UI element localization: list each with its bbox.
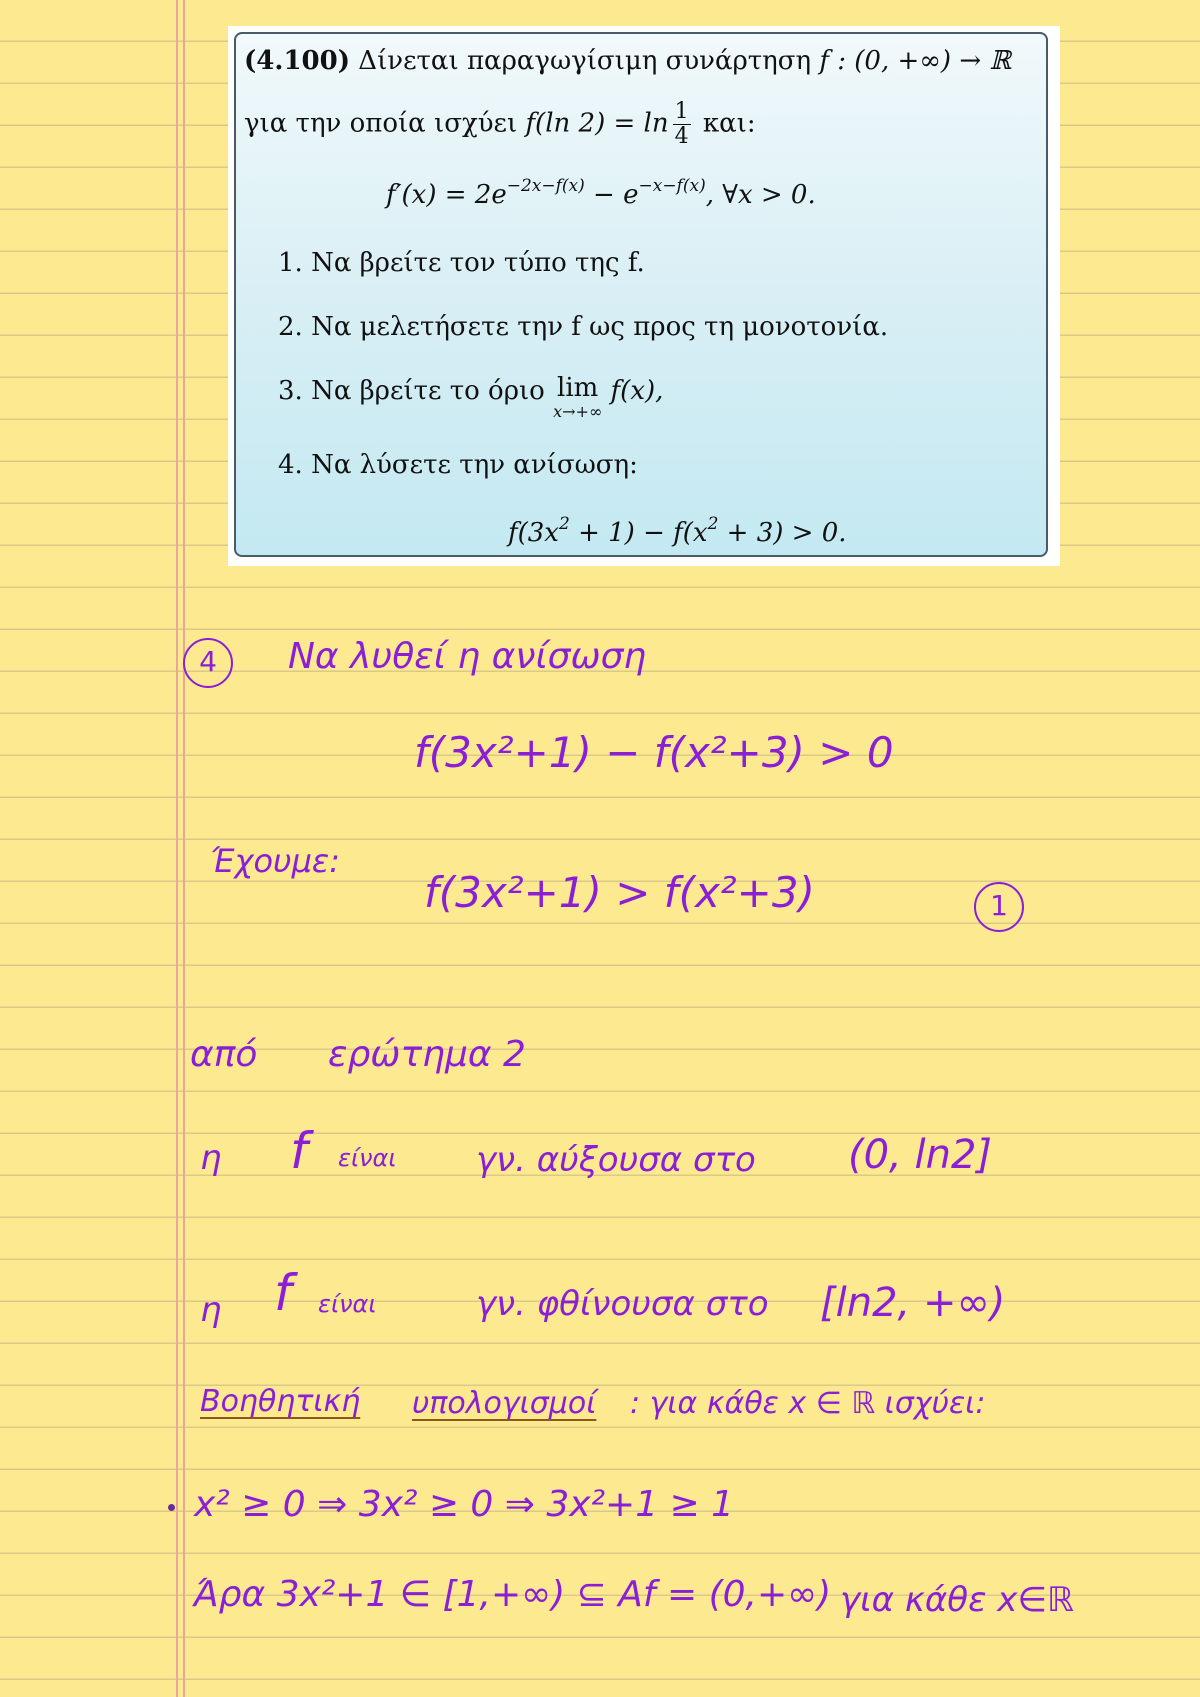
item-1-text: Να βρείτε τον τύπο της f. (311, 248, 645, 278)
problem-number: (4.100) (244, 46, 351, 76)
interval-1: (0, ln2] (848, 1132, 993, 1178)
limit-subscript: x→+∞ (553, 402, 603, 421)
item-4-text: Να λύσετε την ανίσωση: (311, 450, 638, 480)
line-f-1: f (290, 1122, 308, 1180)
line-f-2: f (274, 1264, 292, 1322)
ara-conclusion: Άρα 3x²+1 ∈ [1,+∞) ⊆ Af = (0,+∞) (194, 1574, 832, 1615)
interval-2: [ln2, +∞) (820, 1280, 1006, 1326)
item-4-number: 4. (278, 450, 303, 480)
gia-kathe-x: για κάθε x∈ℝ (840, 1580, 1074, 1620)
item-3 (278, 373, 664, 424)
limit-label: lim (557, 373, 599, 403)
problem-intro: Δίνεται παραγωγίσιμη συνάρτηση (358, 46, 812, 76)
ypologismoi-label: υπολογισμοί (412, 1386, 597, 1421)
item-1-number: 1. (278, 248, 303, 278)
equation-tag-circle: 1 (974, 882, 1024, 932)
handwritten-inequality-2: f(3x²+1) > f(x²+3) (424, 868, 815, 917)
monotonia-2: γν. φθίνουσα στο (476, 1284, 769, 1324)
handwritten-inequality: f(3x²+1) − f(x²+3) > 0 (414, 728, 894, 777)
line-n-1: η (200, 1138, 222, 1178)
inequality-square-1: 2 (558, 514, 570, 534)
inequality-square-2: 2 (707, 514, 719, 534)
inequality-part-c: + 3) > 0. (718, 518, 847, 548)
item-1 (278, 248, 645, 278)
item-3-text-post: f(x), (610, 376, 664, 406)
erotima-label: ερώτημα 2 (328, 1034, 526, 1075)
margin-line-right (183, 0, 185, 1697)
problem-frame (234, 32, 1048, 557)
item-3-text-pre: Να βρείτε το όριο (311, 376, 545, 406)
item-2 (278, 312, 888, 342)
fraction (673, 100, 691, 149)
equation-mid: − e (584, 180, 639, 210)
inequality (508, 514, 847, 548)
problem-line-1 (244, 46, 1011, 76)
line-einai-1: είναι (338, 1144, 397, 1172)
item-2-number: 2. (278, 312, 303, 342)
for-every-x-statement: : για κάθε x ∈ ℝ ισχύει: (630, 1386, 986, 1421)
question-4-text: Να λυθεί η ανίσωση (288, 636, 647, 677)
line-n-2: η (200, 1290, 222, 1330)
fraction-denominator: 4 (674, 124, 689, 149)
condition-post: και: (702, 108, 756, 139)
condition-pre: για την οποία ισχύει (244, 108, 518, 139)
item-3-number: 3. (278, 376, 303, 406)
item-2-text: Να μελετήσετε την f ως προς τη μονοτονία. (311, 312, 889, 342)
apo-label: από (190, 1034, 258, 1075)
exoume-label: Έχουμε: (210, 842, 340, 880)
limit-operator (553, 373, 603, 424)
bullet-dot (168, 1504, 175, 1511)
function-domain: f : (0, +∞) → ℝ (819, 46, 1011, 76)
equation-exponent-2: −x−f(x) (638, 176, 706, 196)
square-inequality-chain: x² ≥ 0 ⇒ 3x² ≥ 0 ⇒ 3x²+1 ≥ 1 (194, 1484, 735, 1525)
fraction-numerator: 1 (674, 99, 689, 124)
derivative-equation (386, 176, 816, 210)
item-4 (278, 450, 638, 480)
equation-condition: , ∀x > 0. (705, 180, 816, 210)
boithitiki-label: Βοηθητική (200, 1384, 361, 1419)
inequality-part-a: f(3x (508, 518, 559, 548)
problem-line-2 (244, 100, 756, 149)
equation-lhs: f′(x) = 2e (386, 180, 507, 210)
inequality-part-b: + 1) − f(x (569, 518, 708, 548)
equation-exponent-1: −2x−f(x) (506, 176, 585, 196)
line-einai-2: είναι (318, 1290, 377, 1318)
margin-line-left (176, 0, 178, 1697)
condition-lhs: f(ln 2) = ln (525, 108, 669, 139)
question-4-circle: 4 (183, 638, 233, 688)
monotonia-1: γν. αύξουσα στο (476, 1140, 756, 1180)
problem-statement-box (228, 26, 1060, 566)
